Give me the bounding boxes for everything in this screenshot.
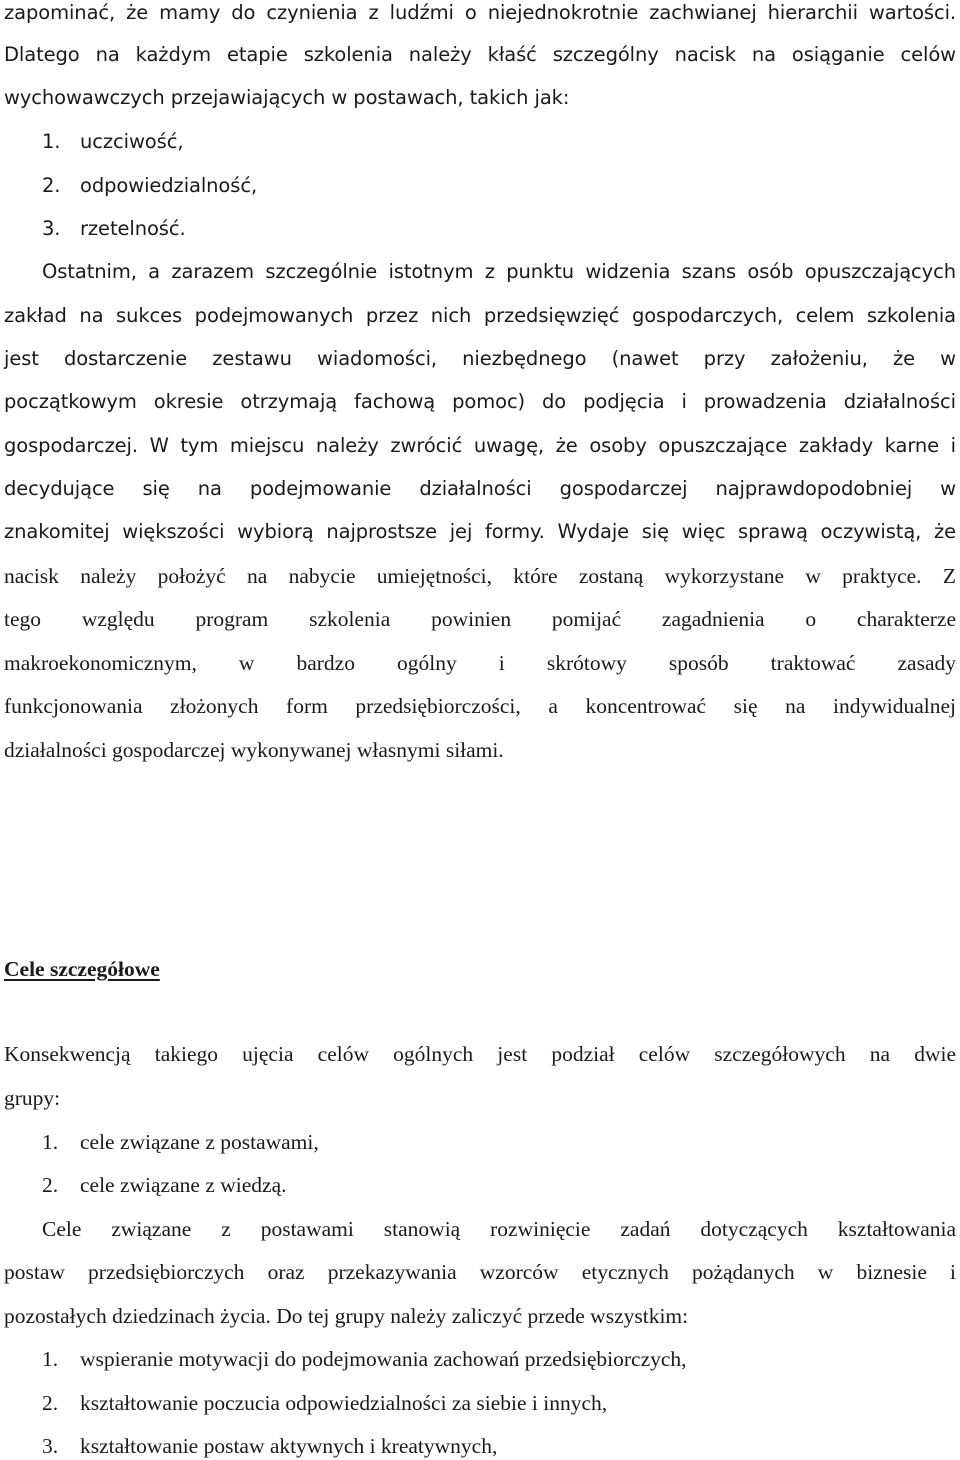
list-number: 2. bbox=[42, 1391, 59, 1415]
list-item bbox=[42, 1433, 942, 1459]
list-text: kształtowanie poczucia odpowiedzialności za siebie i innych, bbox=[80, 1391, 608, 1415]
text-line: grupy: bbox=[4, 1086, 61, 1110]
list-item bbox=[42, 129, 942, 155]
text-line: funkcjonowania złożonych form przedsiębiorczości, a koncentrować się na indywidualnej bbox=[4, 694, 956, 718]
list-item bbox=[42, 1172, 942, 1198]
text-line: pozostałych dziedzinach życia. Do tej grupy należy zaliczyć przede wszystkim: bbox=[4, 1304, 689, 1328]
text-line: tego względu program szkolenia powinien pomijać zagadnienia o charakterze bbox=[4, 607, 956, 631]
list-number: 3. bbox=[42, 217, 61, 240]
text-line: znakomitej większości wybiorą najprostsze jej formy. Wydaje się więc sprawą oczywistą, że bbox=[4, 520, 956, 543]
list-number: 2. bbox=[42, 174, 61, 197]
text-line: działalności gospodarczej wykonywanej własnymi siłami. bbox=[4, 738, 504, 762]
text-line: Cele związane z postawami stanowią rozwinięcie zadań dotyczących kształtowania bbox=[42, 1217, 956, 1241]
text-line: Ostatnim, a zarazem szczególnie istotnym z punktu widzenia szans osób opuszczających bbox=[42, 260, 956, 283]
list-text: wspieranie motywacji do podejmowania zachowań przedsiębiorczych, bbox=[80, 1347, 687, 1371]
text-line: wychowawczych przejawiających w postawach, takich jak: bbox=[4, 86, 570, 109]
list-item bbox=[42, 1390, 942, 1416]
text-line: zakład na sukces podejmowanych przez nich przedsięwzięć gospodarczych, celem szkolenia bbox=[4, 304, 956, 327]
list-item bbox=[42, 173, 942, 199]
list-item bbox=[42, 1129, 942, 1155]
list-number: 3. bbox=[42, 1434, 59, 1458]
text-line: nacisk należy położyć na nabycie umiejętności, które zostaną wykorzystane w praktyce. Z bbox=[4, 564, 956, 588]
text-line: zapominać, że mamy do czynienia z ludźmi o niejednokrotnie zachwianej hierarchii wartości. bbox=[4, 1, 956, 24]
section-heading: Cele szczegółowe bbox=[4, 957, 160, 981]
list-text: kształtowanie postaw aktywnych i kreatywnych, bbox=[80, 1434, 498, 1458]
text-line: makroekonomicznym, w bardzo ogólny i skrótowy sposób traktować zasady bbox=[4, 651, 956, 675]
list-text: uczciwość, bbox=[80, 130, 184, 153]
list-item bbox=[42, 216, 942, 242]
text-line: Dlatego na każdym etapie szkolenia należy kłaść szczególny nacisk na osiąganie celów bbox=[4, 43, 956, 66]
text-line: gospodarczej. W tym miejscu należy zwrócić uwagę, że osoby opuszczające zakłady karne i bbox=[4, 434, 956, 457]
text-line: postaw przedsiębiorczych oraz przekazywania wzorców etycznych pożądanych w biznesie i bbox=[4, 1260, 956, 1284]
list-number: 1. bbox=[42, 1130, 59, 1154]
text-line: początkowym okresie otrzymają fachową pomoc) do podjęcia i prowadzenia działalności bbox=[4, 390, 956, 413]
text-line: Konsekwencją takiego ujęcia celów ogólnych jest podział celów szczegółowych na dwie bbox=[4, 1042, 956, 1066]
list-text: rzetelność. bbox=[80, 217, 186, 240]
text-line: decydujące się na podejmowanie działalności gospodarczej najprawdopodobniej w bbox=[4, 477, 956, 500]
list-text: cele związane z wiedzą. bbox=[80, 1173, 287, 1197]
list-number: 2. bbox=[42, 1173, 59, 1197]
text-line: jest dostarczenie zestawu wiadomości, niezbędnego (nawet przy założeniu, że w bbox=[4, 347, 956, 370]
list-number: 1. bbox=[42, 1347, 59, 1371]
list-text: odpowiedzialność, bbox=[80, 174, 258, 197]
list-item bbox=[42, 1346, 942, 1372]
list-text: cele związane z postawami, bbox=[80, 1130, 319, 1154]
list-number: 1. bbox=[42, 130, 61, 153]
